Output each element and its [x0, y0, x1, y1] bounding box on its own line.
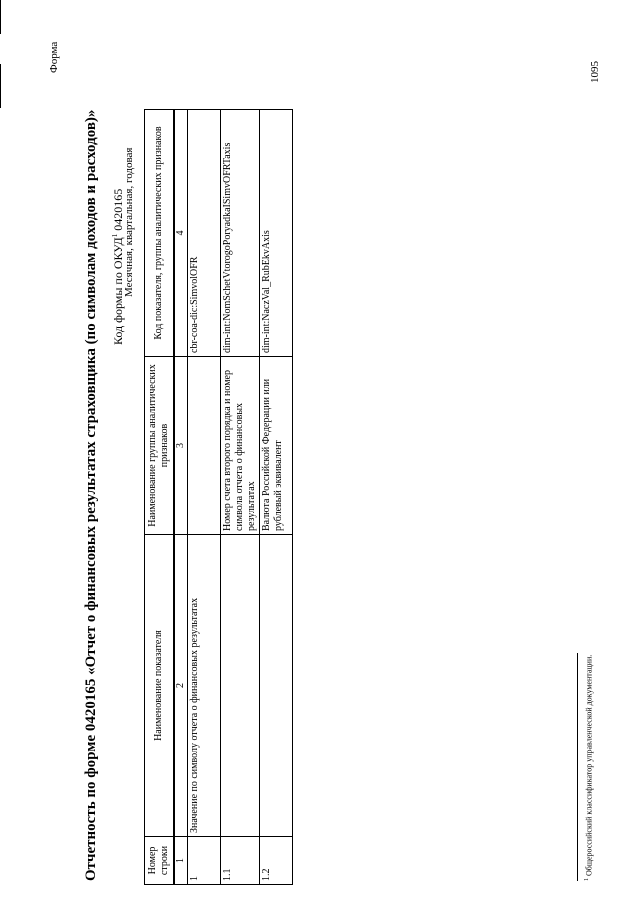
okud-code: 0420165	[111, 188, 125, 231]
indicator-code: cbr-coa-dic:SimvolOFR	[188, 110, 221, 357]
group-name	[188, 357, 221, 535]
indicator-code: dim-int:NomSchetVtorogoPoryadkaISimvOFRTaxis	[221, 110, 260, 357]
table-header-row	[145, 110, 175, 885]
indicator-name	[221, 535, 260, 837]
okud-label: Код формы по ОКУД	[111, 237, 125, 345]
row-number: 1.2	[260, 837, 293, 885]
page-number: 1095	[589, 61, 601, 83]
okud-footnote-ref: 1	[111, 233, 119, 238]
table-row	[221, 110, 260, 885]
document-title: Отчетность по форме 0420165 «Отчет о финансовых результатах страховщика (по символам доходов и расходов)»	[83, 109, 99, 881]
group-name: Номер счета второго порядка и номер символа отчета о финансовых результатах	[221, 357, 260, 535]
header-group-name: Наименование группы аналитических признаков	[145, 357, 175, 535]
table-row	[260, 110, 293, 885]
column-number: 1	[174, 837, 188, 885]
group-name: Валюта Российской Федерации или рублевый эквивалент	[260, 357, 293, 535]
reporting-period: Месячная, квартальная, годовая	[123, 147, 135, 297]
indicator-name: Значение по символу отчета о финансовых результатах	[188, 535, 221, 837]
header-indicator-name: Наименование показателя	[145, 535, 175, 837]
indicator-code: dim-int:NaczVal_RubEkvAxis	[260, 110, 293, 357]
report-table	[144, 109, 293, 885]
footnote	[584, 655, 594, 881]
table-row	[188, 110, 221, 885]
header-indicator-code: Код показателя, группы аналитических признаков	[145, 110, 175, 357]
footnote-divider	[577, 653, 578, 881]
column-number-row	[174, 110, 188, 885]
column-number: 3	[174, 357, 188, 535]
header-row-number: Номер строки	[145, 837, 175, 885]
footnote-text: Общероссийский классификатор управленческой документации.	[584, 654, 594, 876]
form-label: Форма	[48, 41, 60, 73]
row-number: 1.1	[221, 837, 260, 885]
column-number: 4	[174, 110, 188, 357]
column-number: 2	[174, 535, 188, 837]
row-number: 1	[188, 837, 221, 885]
indicator-name	[260, 535, 293, 837]
footnote-marker: 1	[584, 878, 590, 881]
